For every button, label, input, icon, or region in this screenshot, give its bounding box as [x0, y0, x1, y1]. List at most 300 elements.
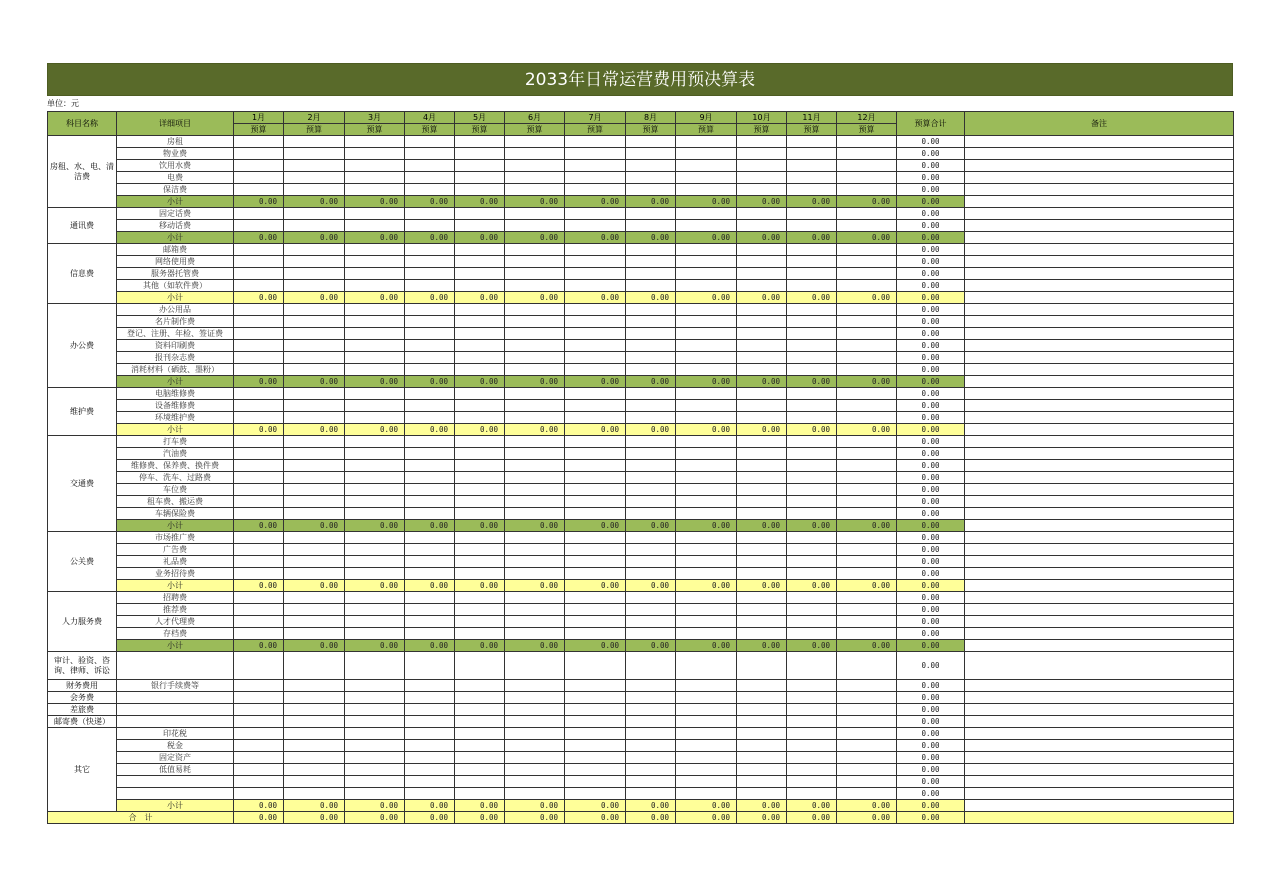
subtotal-month-cell[interactable]: 0.00: [626, 520, 676, 532]
month-value-cell[interactable]: [505, 728, 565, 740]
month-value-cell[interactable]: [565, 776, 626, 788]
month-value-cell[interactable]: [405, 680, 455, 692]
month-value-cell[interactable]: [234, 316, 284, 328]
row-total-cell[interactable]: 0.00: [897, 184, 965, 196]
subtotal-month-cell[interactable]: 0.00: [676, 800, 737, 812]
month-value-cell[interactable]: [405, 388, 455, 400]
month-value-cell[interactable]: [565, 628, 626, 640]
month-value-cell[interactable]: [626, 740, 676, 752]
item-cell[interactable]: 网络使用费: [117, 256, 234, 268]
month-value-cell[interactable]: [787, 568, 837, 580]
month-value-cell[interactable]: [284, 532, 345, 544]
month-value-cell[interactable]: [345, 400, 405, 412]
month-value-cell[interactable]: [234, 184, 284, 196]
month-value-cell[interactable]: [626, 472, 676, 484]
month-value-cell[interactable]: [787, 508, 837, 520]
remark-cell[interactable]: [965, 472, 1234, 484]
month-value-cell[interactable]: [676, 172, 737, 184]
month-value-cell[interactable]: [284, 652, 345, 680]
subtotal-month-cell[interactable]: 0.00: [676, 640, 737, 652]
remark-cell[interactable]: [965, 208, 1234, 220]
month-value-cell[interactable]: [837, 484, 897, 496]
month-value-cell[interactable]: [345, 764, 405, 776]
month-value-cell[interactable]: [284, 704, 345, 716]
month-value-cell[interactable]: [345, 316, 405, 328]
remark-cell[interactable]: [965, 388, 1234, 400]
grand-month-cell[interactable]: 0.00: [505, 812, 565, 824]
month-value-cell[interactable]: [837, 740, 897, 752]
month-value-cell[interactable]: [787, 352, 837, 364]
month-value-cell[interactable]: [837, 556, 897, 568]
month-value-cell[interactable]: [234, 680, 284, 692]
month-value-cell[interactable]: [505, 680, 565, 692]
month-value-cell[interactable]: [676, 592, 737, 604]
month-value-cell[interactable]: [837, 680, 897, 692]
month-value-cell[interactable]: [455, 304, 505, 316]
remark-cell[interactable]: [965, 592, 1234, 604]
month-value-cell[interactable]: [676, 776, 737, 788]
month-value-cell[interactable]: [626, 160, 676, 172]
month-value-cell[interactable]: [505, 496, 565, 508]
month-value-cell[interactable]: [737, 652, 787, 680]
month-value-cell[interactable]: [737, 304, 787, 316]
month-value-cell[interactable]: [565, 244, 626, 256]
header-budget[interactable]: 预算: [676, 124, 737, 136]
remark-cell[interactable]: [965, 268, 1234, 280]
month-value-cell[interactable]: [837, 244, 897, 256]
item-cell[interactable]: 印花税: [117, 728, 234, 740]
month-value-cell[interactable]: [234, 788, 284, 800]
month-value-cell[interactable]: [737, 788, 787, 800]
category-cell[interactable]: 邮寄费（快递）: [48, 716, 117, 728]
month-value-cell[interactable]: [565, 136, 626, 148]
month-value-cell[interactable]: [565, 728, 626, 740]
grand-month-cell[interactable]: 0.00: [234, 812, 284, 824]
remark-cell[interactable]: [965, 352, 1234, 364]
month-value-cell[interactable]: [737, 364, 787, 376]
month-value-cell[interactable]: [626, 220, 676, 232]
item-cell[interactable]: 银行手续费等: [117, 680, 234, 692]
item-cell[interactable]: 电脑维修费: [117, 388, 234, 400]
month-value-cell[interactable]: [455, 484, 505, 496]
subtotal-month-cell[interactable]: 0.00: [405, 196, 455, 208]
month-value-cell[interactable]: [737, 136, 787, 148]
header-budget[interactable]: 预算: [737, 124, 787, 136]
month-value-cell[interactable]: [505, 268, 565, 280]
month-value-cell[interactable]: [405, 328, 455, 340]
month-value-cell[interactable]: [787, 472, 837, 484]
month-value-cell[interactable]: [455, 544, 505, 556]
subtotal-month-cell[interactable]: 0.00: [676, 580, 737, 592]
month-value-cell[interactable]: [676, 484, 737, 496]
subtotal-month-cell[interactable]: 0.00: [676, 376, 737, 388]
subtotal-total-cell[interactable]: 0.00: [897, 580, 965, 592]
row-total-cell[interactable]: 0.00: [897, 728, 965, 740]
month-value-cell[interactable]: [284, 388, 345, 400]
month-value-cell[interactable]: [737, 568, 787, 580]
subtotal-month-cell[interactable]: 0.00: [455, 800, 505, 812]
month-value-cell[interactable]: [837, 544, 897, 556]
month-value-cell[interactable]: [737, 220, 787, 232]
month-value-cell[interactable]: [345, 268, 405, 280]
month-value-cell[interactable]: [676, 556, 737, 568]
month-value-cell[interactable]: [405, 788, 455, 800]
month-value-cell[interactable]: [565, 472, 626, 484]
month-value-cell[interactable]: [455, 364, 505, 376]
row-total-cell[interactable]: 0.00: [897, 764, 965, 776]
month-value-cell[interactable]: [234, 508, 284, 520]
month-value-cell[interactable]: [737, 776, 787, 788]
subtotal-month-cell[interactable]: 0.00: [234, 424, 284, 436]
subtotal-month-cell[interactable]: 0.00: [284, 196, 345, 208]
month-value-cell[interactable]: [284, 184, 345, 196]
month-value-cell[interactable]: [455, 208, 505, 220]
subtotal-month-cell[interactable]: 0.00: [345, 520, 405, 532]
subtotal-month-cell[interactable]: 0.00: [505, 232, 565, 244]
subtotal-total-cell[interactable]: 0.00: [897, 292, 965, 304]
month-value-cell[interactable]: [284, 172, 345, 184]
month-value-cell[interactable]: [676, 184, 737, 196]
month-value-cell[interactable]: [565, 388, 626, 400]
remark-cell[interactable]: [965, 788, 1234, 800]
month-value-cell[interactable]: [284, 472, 345, 484]
month-value-cell[interactable]: [345, 628, 405, 640]
month-value-cell[interactable]: [234, 268, 284, 280]
subtotal-total-cell[interactable]: 0.00: [897, 424, 965, 436]
grand-month-cell[interactable]: 0.00: [284, 812, 345, 824]
month-value-cell[interactable]: [737, 728, 787, 740]
month-value-cell[interactable]: [234, 256, 284, 268]
month-value-cell[interactable]: [676, 752, 737, 764]
month-value-cell[interactable]: [345, 728, 405, 740]
month-value-cell[interactable]: [234, 704, 284, 716]
item-cell[interactable]: 维修费、保养费、换件费: [117, 460, 234, 472]
month-value-cell[interactable]: [284, 160, 345, 172]
month-value-cell[interactable]: [837, 220, 897, 232]
month-value-cell[interactable]: [455, 316, 505, 328]
header-month[interactable]: 3月: [345, 112, 405, 124]
category-cell[interactable]: 信息费: [48, 244, 117, 304]
month-value-cell[interactable]: [837, 604, 897, 616]
month-value-cell[interactable]: [284, 764, 345, 776]
subtotal-month-cell[interactable]: 0.00: [345, 376, 405, 388]
month-value-cell[interactable]: [737, 752, 787, 764]
category-cell[interactable]: 公关费: [48, 532, 117, 592]
remark-cell[interactable]: [965, 716, 1234, 728]
month-value-cell[interactable]: [837, 448, 897, 460]
remark-cell[interactable]: [965, 376, 1234, 388]
month-value-cell[interactable]: [837, 716, 897, 728]
row-total-cell[interactable]: 0.00: [897, 160, 965, 172]
month-value-cell[interactable]: [234, 448, 284, 460]
month-value-cell[interactable]: [234, 340, 284, 352]
month-value-cell[interactable]: [505, 568, 565, 580]
subtotal-month-cell[interactable]: 0.00: [737, 580, 787, 592]
grand-month-cell[interactable]: 0.00: [837, 812, 897, 824]
month-value-cell[interactable]: [837, 764, 897, 776]
subtotal-month-cell[interactable]: 0.00: [345, 800, 405, 812]
subtotal-month-cell[interactable]: 0.00: [737, 292, 787, 304]
item-cell[interactable]: 市场推广费: [117, 532, 234, 544]
subtotal-total-cell[interactable]: 0.00: [897, 376, 965, 388]
remark-cell[interactable]: [965, 436, 1234, 448]
month-value-cell[interactable]: [837, 752, 897, 764]
subtotal-month-cell[interactable]: 0.00: [405, 424, 455, 436]
header-item[interactable]: 详细项目: [117, 112, 234, 136]
month-value-cell[interactable]: [837, 148, 897, 160]
remark-cell[interactable]: [965, 160, 1234, 172]
month-value-cell[interactable]: [837, 508, 897, 520]
month-value-cell[interactable]: [737, 352, 787, 364]
month-value-cell[interactable]: [234, 692, 284, 704]
month-value-cell[interactable]: [787, 752, 837, 764]
subtotal-month-cell[interactable]: 0.00: [405, 376, 455, 388]
remark-cell[interactable]: [965, 196, 1234, 208]
row-total-cell[interactable]: 0.00: [897, 680, 965, 692]
month-value-cell[interactable]: [626, 484, 676, 496]
month-value-cell[interactable]: [837, 388, 897, 400]
month-value-cell[interactable]: [626, 340, 676, 352]
subtotal-month-cell[interactable]: 0.00: [234, 292, 284, 304]
month-value-cell[interactable]: [505, 316, 565, 328]
month-value-cell[interactable]: [787, 388, 837, 400]
month-value-cell[interactable]: [505, 604, 565, 616]
month-value-cell[interactable]: [405, 628, 455, 640]
month-value-cell[interactable]: [565, 788, 626, 800]
month-value-cell[interactable]: [345, 692, 405, 704]
subtotal-month-cell[interactable]: 0.00: [676, 232, 737, 244]
month-value-cell[interactable]: [837, 268, 897, 280]
month-value-cell[interactable]: [234, 412, 284, 424]
month-value-cell[interactable]: [405, 652, 455, 680]
row-total-cell[interactable]: 0.00: [897, 412, 965, 424]
month-value-cell[interactable]: [345, 496, 405, 508]
month-value-cell[interactable]: [626, 704, 676, 716]
subtotal-month-cell[interactable]: 0.00: [837, 520, 897, 532]
month-value-cell[interactable]: [837, 280, 897, 292]
month-value-cell[interactable]: [676, 244, 737, 256]
month-value-cell[interactable]: [284, 508, 345, 520]
remark-cell[interactable]: [965, 364, 1234, 376]
item-cell[interactable]: [117, 704, 234, 716]
header-month[interactable]: 2月: [284, 112, 345, 124]
month-value-cell[interactable]: [626, 136, 676, 148]
month-value-cell[interactable]: [345, 484, 405, 496]
month-value-cell[interactable]: [405, 508, 455, 520]
header-budget[interactable]: 预算: [405, 124, 455, 136]
item-cell[interactable]: 固定资产: [117, 752, 234, 764]
remark-cell[interactable]: [965, 484, 1234, 496]
month-value-cell[interactable]: [455, 680, 505, 692]
month-value-cell[interactable]: [455, 244, 505, 256]
month-value-cell[interactable]: [565, 280, 626, 292]
month-value-cell[interactable]: [737, 692, 787, 704]
month-value-cell[interactable]: [284, 680, 345, 692]
row-total-cell[interactable]: 0.00: [897, 400, 965, 412]
subtotal-month-cell[interactable]: 0.00: [505, 520, 565, 532]
row-total-cell[interactable]: 0.00: [897, 268, 965, 280]
month-value-cell[interactable]: [405, 604, 455, 616]
subtotal-month-cell[interactable]: 0.00: [626, 196, 676, 208]
month-value-cell[interactable]: [787, 764, 837, 776]
month-value-cell[interactable]: [405, 556, 455, 568]
month-value-cell[interactable]: [837, 532, 897, 544]
month-value-cell[interactable]: [284, 692, 345, 704]
header-month[interactable]: 1月: [234, 112, 284, 124]
month-value-cell[interactable]: [737, 160, 787, 172]
item-cell[interactable]: 物业费: [117, 148, 234, 160]
subtotal-month-cell[interactable]: 0.00: [284, 800, 345, 812]
month-value-cell[interactable]: [565, 352, 626, 364]
month-value-cell[interactable]: [345, 776, 405, 788]
item-cell[interactable]: 低值易耗: [117, 764, 234, 776]
month-value-cell[interactable]: [676, 616, 737, 628]
month-value-cell[interactable]: [284, 544, 345, 556]
remark-cell[interactable]: [965, 752, 1234, 764]
month-value-cell[interactable]: [405, 268, 455, 280]
month-value-cell[interactable]: [234, 304, 284, 316]
month-value-cell[interactable]: [405, 184, 455, 196]
month-value-cell[interactable]: [345, 616, 405, 628]
subtotal-month-cell[interactable]: 0.00: [234, 580, 284, 592]
month-value-cell[interactable]: [284, 136, 345, 148]
month-value-cell[interactable]: [405, 280, 455, 292]
remark-cell[interactable]: [965, 340, 1234, 352]
month-value-cell[interactable]: [284, 740, 345, 752]
header-month[interactable]: 5月: [455, 112, 505, 124]
month-value-cell[interactable]: [737, 172, 787, 184]
month-value-cell[interactable]: [505, 556, 565, 568]
month-value-cell[interactable]: [234, 496, 284, 508]
row-total-cell[interactable]: 0.00: [897, 208, 965, 220]
subtotal-month-cell[interactable]: 0.00: [505, 800, 565, 812]
month-value-cell[interactable]: [234, 436, 284, 448]
item-cell[interactable]: 推荐费: [117, 604, 234, 616]
month-value-cell[interactable]: [234, 556, 284, 568]
month-value-cell[interactable]: [345, 680, 405, 692]
month-value-cell[interactable]: [676, 328, 737, 340]
remark-cell[interactable]: [965, 412, 1234, 424]
month-value-cell[interactable]: [345, 172, 405, 184]
subtotal-month-cell[interactable]: 0.00: [737, 424, 787, 436]
item-cell[interactable]: 租车费、搬运费: [117, 496, 234, 508]
month-value-cell[interactable]: [787, 160, 837, 172]
month-value-cell[interactable]: [565, 400, 626, 412]
month-value-cell[interactable]: [626, 280, 676, 292]
remark-cell[interactable]: [965, 652, 1234, 680]
remark-cell[interactable]: [965, 692, 1234, 704]
month-value-cell[interactable]: [284, 556, 345, 568]
month-value-cell[interactable]: [676, 412, 737, 424]
month-value-cell[interactable]: [676, 388, 737, 400]
header-budget[interactable]: 预算: [284, 124, 345, 136]
month-value-cell[interactable]: [737, 280, 787, 292]
month-value-cell[interactable]: [837, 496, 897, 508]
month-value-cell[interactable]: [405, 148, 455, 160]
subtotal-month-cell[interactable]: 0.00: [837, 580, 897, 592]
month-value-cell[interactable]: [455, 592, 505, 604]
month-value-cell[interactable]: [284, 304, 345, 316]
month-value-cell[interactable]: [284, 148, 345, 160]
month-value-cell[interactable]: [505, 460, 565, 472]
row-total-cell[interactable]: 0.00: [897, 484, 965, 496]
month-value-cell[interactable]: [837, 460, 897, 472]
month-value-cell[interactable]: [234, 364, 284, 376]
month-value-cell[interactable]: [505, 788, 565, 800]
month-value-cell[interactable]: [284, 412, 345, 424]
item-cell[interactable]: 停车、洗车、过路费: [117, 472, 234, 484]
remark-cell[interactable]: [965, 580, 1234, 592]
month-value-cell[interactable]: [565, 448, 626, 460]
row-total-cell[interactable]: 0.00: [897, 316, 965, 328]
item-cell[interactable]: 税金: [117, 740, 234, 752]
month-value-cell[interactable]: [405, 752, 455, 764]
month-value-cell[interactable]: [405, 728, 455, 740]
grand-total-label[interactable]: 合 计: [48, 812, 234, 824]
month-value-cell[interactable]: [837, 184, 897, 196]
month-value-cell[interactable]: [345, 532, 405, 544]
month-value-cell[interactable]: [837, 652, 897, 680]
month-value-cell[interactable]: [676, 400, 737, 412]
month-value-cell[interactable]: [405, 764, 455, 776]
month-value-cell[interactable]: [405, 448, 455, 460]
subtotal-month-cell[interactable]: 0.00: [284, 520, 345, 532]
month-value-cell[interactable]: [234, 592, 284, 604]
month-value-cell[interactable]: [455, 328, 505, 340]
remark-cell[interactable]: [965, 148, 1234, 160]
month-value-cell[interactable]: [234, 652, 284, 680]
subtotal-month-cell[interactable]: 0.00: [505, 376, 565, 388]
month-value-cell[interactable]: [234, 400, 284, 412]
month-value-cell[interactable]: [787, 776, 837, 788]
header-budget[interactable]: 预算: [234, 124, 284, 136]
remark-cell[interactable]: [965, 604, 1234, 616]
month-value-cell[interactable]: [455, 556, 505, 568]
month-value-cell[interactable]: [737, 448, 787, 460]
month-value-cell[interactable]: [345, 556, 405, 568]
header-category[interactable]: 科目名称: [48, 112, 117, 136]
month-value-cell[interactable]: [405, 496, 455, 508]
month-value-cell[interactable]: [405, 412, 455, 424]
remark-cell[interactable]: [965, 740, 1234, 752]
month-value-cell[interactable]: [234, 148, 284, 160]
subtotal-month-cell[interactable]: 0.00: [626, 232, 676, 244]
subtotal-month-cell[interactable]: 0.00: [737, 520, 787, 532]
month-value-cell[interactable]: [565, 704, 626, 716]
month-value-cell[interactable]: [505, 352, 565, 364]
header-total[interactable]: 预算合计: [897, 112, 965, 136]
month-value-cell[interactable]: [455, 340, 505, 352]
month-value-cell[interactable]: [405, 692, 455, 704]
row-total-cell[interactable]: 0.00: [897, 740, 965, 752]
month-value-cell[interactable]: [505, 340, 565, 352]
month-value-cell[interactable]: [505, 692, 565, 704]
header-month[interactable]: 6月: [505, 112, 565, 124]
month-value-cell[interactable]: [234, 388, 284, 400]
item-cell[interactable]: 其他（如软件费）: [117, 280, 234, 292]
subtotal-month-cell[interactable]: 0.00: [837, 800, 897, 812]
month-value-cell[interactable]: [234, 328, 284, 340]
row-total-cell[interactable]: 0.00: [897, 592, 965, 604]
month-value-cell[interactable]: [676, 256, 737, 268]
month-value-cell[interactable]: [676, 280, 737, 292]
month-value-cell[interactable]: [787, 604, 837, 616]
month-value-cell[interactable]: [505, 616, 565, 628]
subtotal-month-cell[interactable]: 0.00: [345, 196, 405, 208]
month-value-cell[interactable]: [234, 160, 284, 172]
category-cell[interactable]: 通讯费: [48, 208, 117, 244]
month-value-cell[interactable]: [505, 184, 565, 196]
